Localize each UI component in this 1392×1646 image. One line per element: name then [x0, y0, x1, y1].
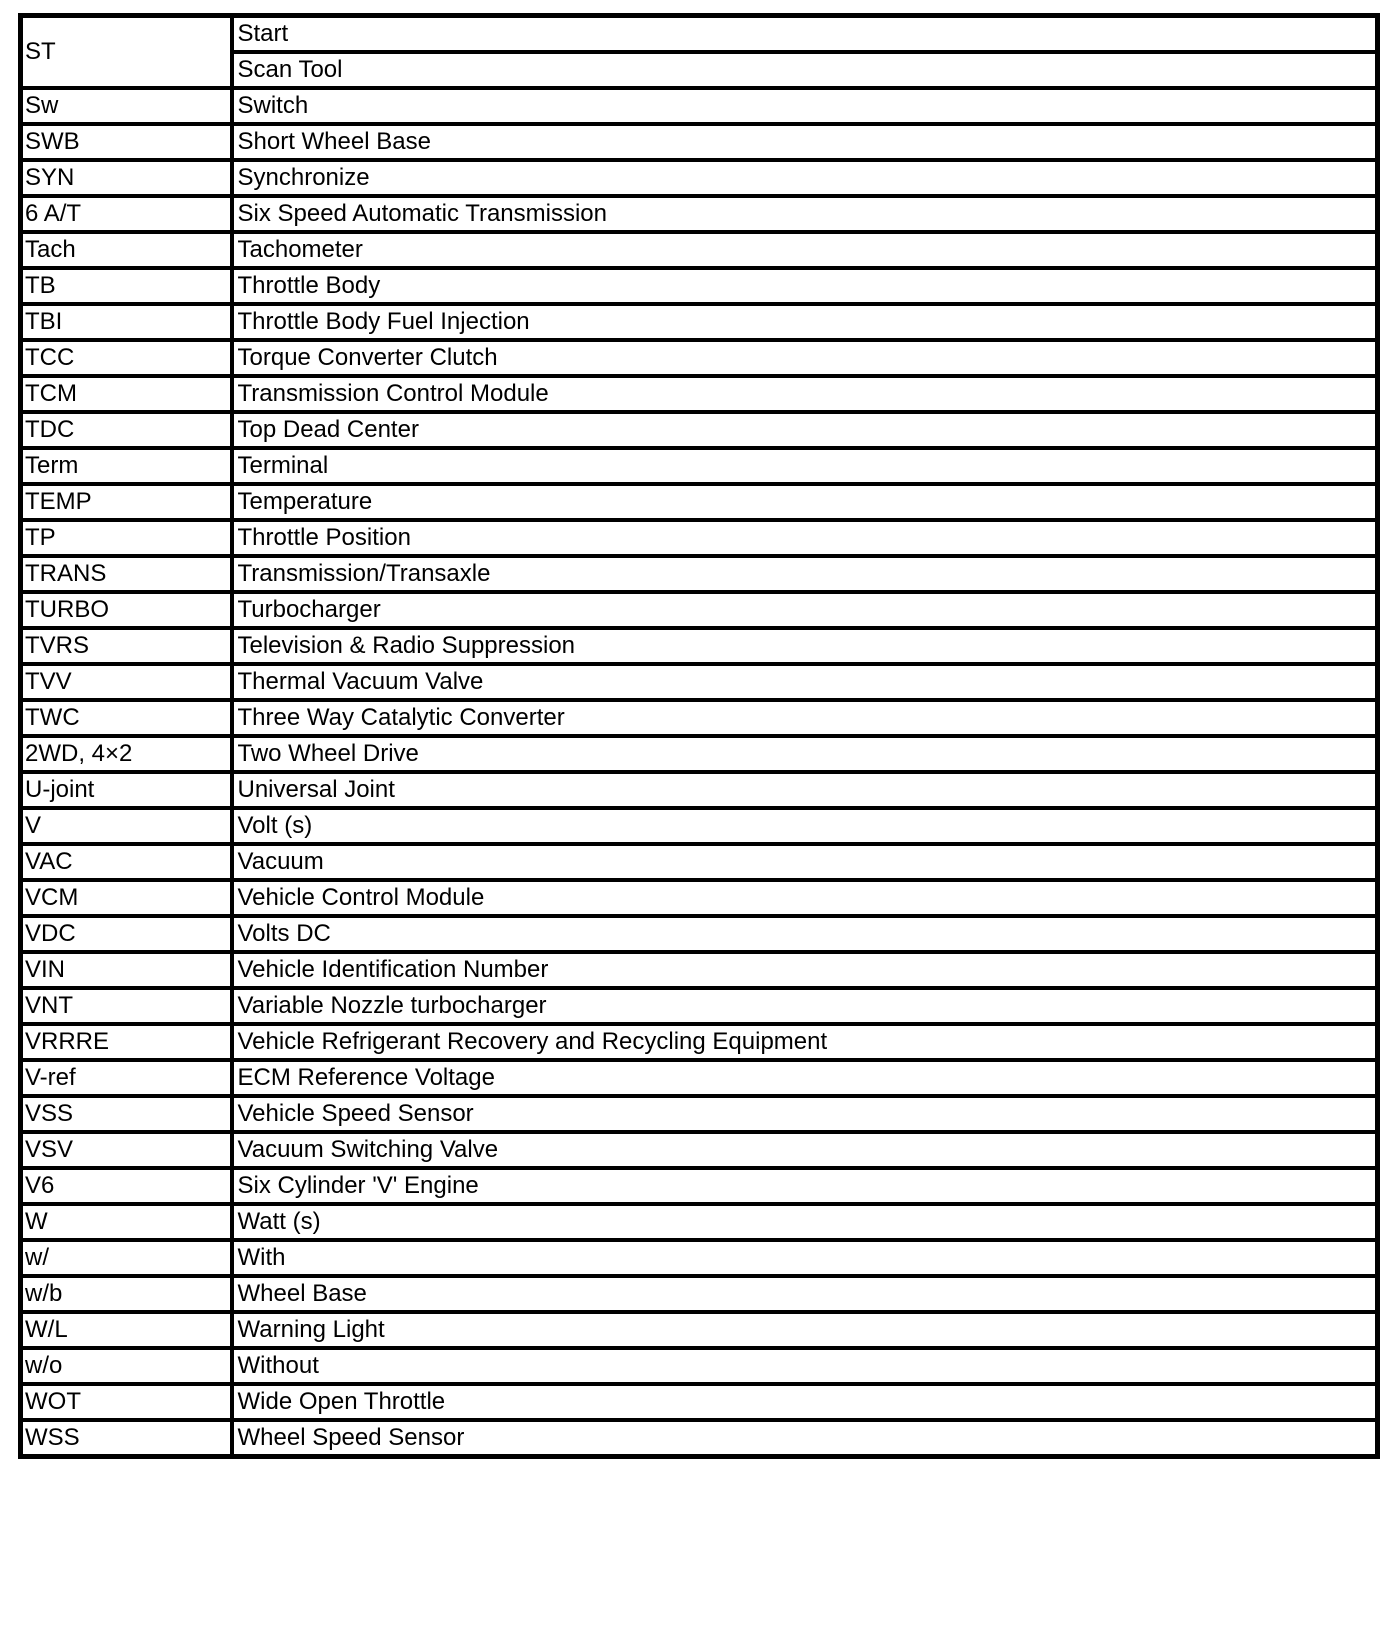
table-row — [21, 520, 1378, 556]
abbreviation-cell: TCC — [21, 340, 232, 376]
meaning-cell: Terminal — [232, 448, 1378, 484]
meaning-cell: Torque Converter Clutch — [232, 340, 1378, 376]
meaning-cell: Wheel Base — [232, 1276, 1378, 1312]
meaning-cell: Two Wheel Drive — [232, 736, 1378, 772]
meaning-cell: Throttle Position — [232, 520, 1378, 556]
table-row — [21, 736, 1378, 772]
abbreviation-table-body — [21, 16, 1378, 1457]
table-row — [21, 952, 1378, 988]
abbreviation-cell: TDC — [21, 412, 232, 448]
meaning-cell: Temperature — [232, 484, 1378, 520]
table-row — [21, 916, 1378, 952]
abbreviation-cell: TURBO — [21, 592, 232, 628]
abbreviation-cell: WOT — [21, 1384, 232, 1420]
abbreviation-cell: W/L — [21, 1312, 232, 1348]
table-row — [21, 160, 1378, 196]
table-row — [21, 412, 1378, 448]
abbreviation-cell: TVRS — [21, 628, 232, 664]
abbreviation-cell: VAC — [21, 844, 232, 880]
abbreviation-cell: Tach — [21, 232, 232, 268]
meaning-cell: Three Way Catalytic Converter — [232, 700, 1378, 736]
abbreviation-cell: V — [21, 808, 232, 844]
meaning-cell: Start — [232, 16, 1378, 53]
meaning-cell: Throttle Body Fuel Injection — [232, 304, 1378, 340]
meaning-cell: Vehicle Speed Sensor — [232, 1096, 1378, 1132]
table-row — [21, 484, 1378, 520]
table-row — [21, 1168, 1378, 1204]
table-row — [21, 1384, 1378, 1420]
table-row — [21, 1276, 1378, 1312]
table-row — [21, 700, 1378, 736]
abbreviation-cell: TCM — [21, 376, 232, 412]
meaning-cell: Transmission Control Module — [232, 376, 1378, 412]
meaning-cell: Without — [232, 1348, 1378, 1384]
abbreviation-cell: VNT — [21, 988, 232, 1024]
table-row — [21, 808, 1378, 844]
abbreviation-cell: TBI — [21, 304, 232, 340]
table-row — [21, 196, 1378, 232]
meaning-cell: Wide Open Throttle — [232, 1384, 1378, 1420]
abbreviation-cell: V6 — [21, 1168, 232, 1204]
abbreviation-cell: 6 A/T — [21, 196, 232, 232]
meaning-cell: Six Speed Automatic Transmission — [232, 196, 1378, 232]
abbreviation-cell: w/b — [21, 1276, 232, 1312]
abbreviation-cell: U-joint — [21, 772, 232, 808]
table-row — [21, 1132, 1378, 1168]
table-row — [21, 124, 1378, 160]
meaning-cell: Tachometer — [232, 232, 1378, 268]
meaning-cell: Vehicle Control Module — [232, 880, 1378, 916]
abbreviation-cell: VRRRE — [21, 1024, 232, 1060]
abbreviation-cell: VSS — [21, 1096, 232, 1132]
abbreviation-cell: SWB — [21, 124, 232, 160]
meaning-cell: Television & Radio Suppression — [232, 628, 1378, 664]
table-row — [21, 592, 1378, 628]
table-row — [21, 1420, 1378, 1457]
abbreviation-cell: w/o — [21, 1348, 232, 1384]
table-row — [21, 1204, 1378, 1240]
abbreviation-cell: TVV — [21, 664, 232, 700]
meaning-cell: Variable Nozzle turbocharger — [232, 988, 1378, 1024]
meaning-cell: Vacuum Switching Valve — [232, 1132, 1378, 1168]
abbreviation-cell: TB — [21, 268, 232, 304]
table-row — [21, 88, 1378, 124]
abbreviation-cell: SYN — [21, 160, 232, 196]
table-row — [21, 664, 1378, 700]
abbreviation-cell: V-ref — [21, 1060, 232, 1096]
table-row — [21, 844, 1378, 880]
abbreviation-cell: TRANS — [21, 556, 232, 592]
abbreviation-cell: VIN — [21, 952, 232, 988]
meaning-cell: Transmission/Transaxle — [232, 556, 1378, 592]
table-row — [21, 448, 1378, 484]
meaning-cell: Vacuum — [232, 844, 1378, 880]
meaning-cell: Universal Joint — [232, 772, 1378, 808]
abbreviation-cell: VCM — [21, 880, 232, 916]
abbreviation-page — [18, 13, 1375, 1459]
abbreviation-table — [18, 13, 1380, 1459]
table-row — [21, 1060, 1378, 1096]
meaning-cell: Top Dead Center — [232, 412, 1378, 448]
table-row — [21, 880, 1378, 916]
abbreviation-cell: VDC — [21, 916, 232, 952]
meaning-cell: Throttle Body — [232, 268, 1378, 304]
meaning-cell: Turbocharger — [232, 592, 1378, 628]
abbreviation-cell: W — [21, 1204, 232, 1240]
meaning-cell: Scan Tool — [232, 52, 1378, 88]
table-row — [21, 304, 1378, 340]
table-row — [21, 988, 1378, 1024]
abbreviation-cell: TEMP — [21, 484, 232, 520]
meaning-cell: With — [232, 1240, 1378, 1276]
meaning-cell: Switch — [232, 88, 1378, 124]
table-row — [21, 16, 1378, 53]
abbreviation-cell: WSS — [21, 1420, 232, 1457]
table-row — [21, 1240, 1378, 1276]
table-row — [21, 628, 1378, 664]
table-row — [21, 1096, 1378, 1132]
meaning-cell: Warning Light — [232, 1312, 1378, 1348]
abbreviation-cell: 2WD, 4×2 — [21, 736, 232, 772]
abbreviation-cell: Sw — [21, 88, 232, 124]
abbreviation-cell: TP — [21, 520, 232, 556]
meaning-cell: Watt (s) — [232, 1204, 1378, 1240]
meaning-cell: ECM Reference Voltage — [232, 1060, 1378, 1096]
table-row — [21, 556, 1378, 592]
meaning-cell: Vehicle Identification Number — [232, 952, 1378, 988]
meaning-cell: Short Wheel Base — [232, 124, 1378, 160]
table-row — [21, 376, 1378, 412]
meaning-cell: Wheel Speed Sensor — [232, 1420, 1378, 1457]
abbreviation-cell: ST — [21, 16, 232, 89]
meaning-cell: Six Cylinder 'V' Engine — [232, 1168, 1378, 1204]
table-row — [21, 340, 1378, 376]
abbreviation-cell: Term — [21, 448, 232, 484]
table-row — [21, 772, 1378, 808]
meaning-cell: Volt (s) — [232, 808, 1378, 844]
table-row — [21, 1348, 1378, 1384]
table-row — [21, 1024, 1378, 1060]
table-row — [21, 232, 1378, 268]
table-row — [21, 1312, 1378, 1348]
table-row — [21, 268, 1378, 304]
meaning-cell: Vehicle Refrigerant Recovery and Recycling Equipment — [232, 1024, 1378, 1060]
abbreviation-cell: VSV — [21, 1132, 232, 1168]
abbreviation-cell: w/ — [21, 1240, 232, 1276]
meaning-cell: Synchronize — [232, 160, 1378, 196]
meaning-cell: Thermal Vacuum Valve — [232, 664, 1378, 700]
abbreviation-cell: TWC — [21, 700, 232, 736]
meaning-cell: Volts DC — [232, 916, 1378, 952]
